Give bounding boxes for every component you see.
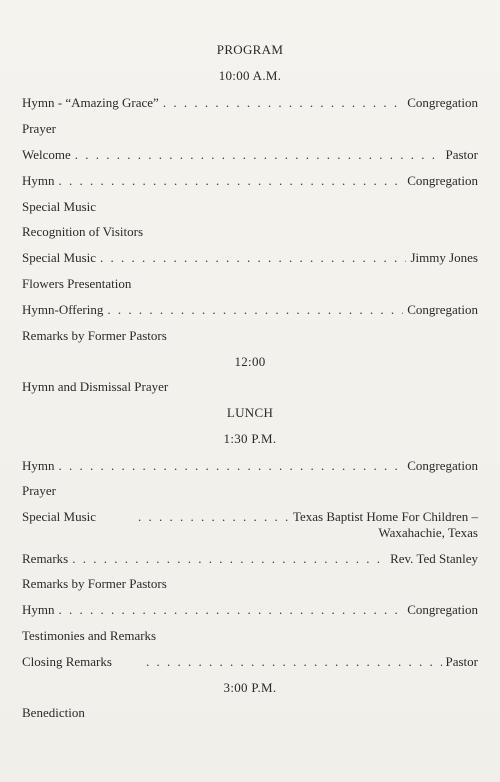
- program-item: [22, 654, 478, 670]
- leader-dots: [146, 654, 442, 670]
- program-start-time: 10:00 A.M.: [218, 68, 282, 83]
- item-performer-continued: Waxahachie, Texas: [378, 525, 478, 540]
- leader-dots: [59, 458, 404, 474]
- leader-dots: [75, 147, 442, 163]
- item-label: Recognition of Visitors: [22, 224, 144, 239]
- item-label: Hymn-Offering: [22, 302, 104, 317]
- item-performer: Texas Baptist Home For Children –: [292, 509, 478, 524]
- program-item: [22, 121, 478, 137]
- item-label: Flowers Presentation: [22, 276, 132, 291]
- program-item: [22, 379, 478, 395]
- item-performer: Congregation: [407, 602, 478, 617]
- item-label: Welcome: [22, 147, 71, 162]
- lunch-title: LUNCH: [226, 405, 274, 420]
- program-item: [22, 458, 478, 474]
- program-item: [22, 302, 478, 318]
- item-label: Closing Remarks: [22, 654, 112, 669]
- program-item: [22, 95, 478, 111]
- leader-dots: [163, 95, 403, 111]
- item-label: Remarks by Former Pastors: [22, 576, 167, 591]
- leader-dots: [59, 173, 404, 189]
- program-item: [22, 576, 478, 592]
- item-label: Prayer: [22, 121, 56, 136]
- item-label: Hymn: [22, 458, 55, 473]
- item-label: Special Music: [22, 250, 97, 265]
- item-label: Prayer: [22, 483, 56, 498]
- item-label: Special Music: [22, 199, 97, 214]
- item-label: Hymn: [22, 602, 55, 617]
- item-label: Remarks by Former Pastors: [22, 328, 167, 343]
- program-item: [22, 509, 478, 525]
- item-performer: Jimmy Jones: [410, 250, 478, 265]
- item-performer: Congregation: [407, 458, 478, 473]
- item-label: Hymn and Dismissal Prayer: [22, 379, 169, 394]
- closing-time: 3:00 P.M.: [223, 680, 277, 695]
- program-item: [22, 224, 478, 240]
- leader-dots: [59, 602, 404, 618]
- item-performer: Pastor: [445, 147, 478, 162]
- program-title: PROGRAM: [216, 42, 284, 57]
- leader-dots: [100, 250, 406, 266]
- item-label: Special Music: [22, 509, 97, 524]
- program-item: [22, 250, 478, 266]
- program-item: [22, 173, 478, 189]
- item-label: Benediction: [22, 705, 85, 720]
- item-performer: Rev. Ted Stanley: [390, 551, 478, 566]
- item-label: Testimonies and Remarks: [22, 628, 157, 643]
- leader-dots: [138, 509, 289, 525]
- program-item: [22, 276, 478, 292]
- item-performer: Congregation: [407, 173, 478, 188]
- program-item: [22, 483, 478, 499]
- program-item: [22, 602, 478, 618]
- program-item: [22, 551, 478, 567]
- program-item: [22, 705, 478, 721]
- program-item: [22, 199, 478, 215]
- leader-dots: [107, 302, 403, 318]
- item-performer: Pastor: [445, 654, 478, 669]
- program-item: [22, 628, 478, 644]
- program-item: [22, 147, 478, 163]
- item-label: Hymn - “Amazing Grace”: [22, 95, 159, 110]
- item-label: Remarks: [22, 551, 69, 566]
- item-performer: Congregation: [407, 95, 478, 110]
- item-performer: Congregation: [407, 302, 478, 317]
- leader-dots: [72, 551, 386, 567]
- item-label: Hymn: [22, 173, 55, 188]
- afternoon-start-time: 1:30 P.M.: [223, 431, 277, 446]
- program-item: [22, 328, 478, 344]
- noon-time: 12:00: [234, 354, 266, 369]
